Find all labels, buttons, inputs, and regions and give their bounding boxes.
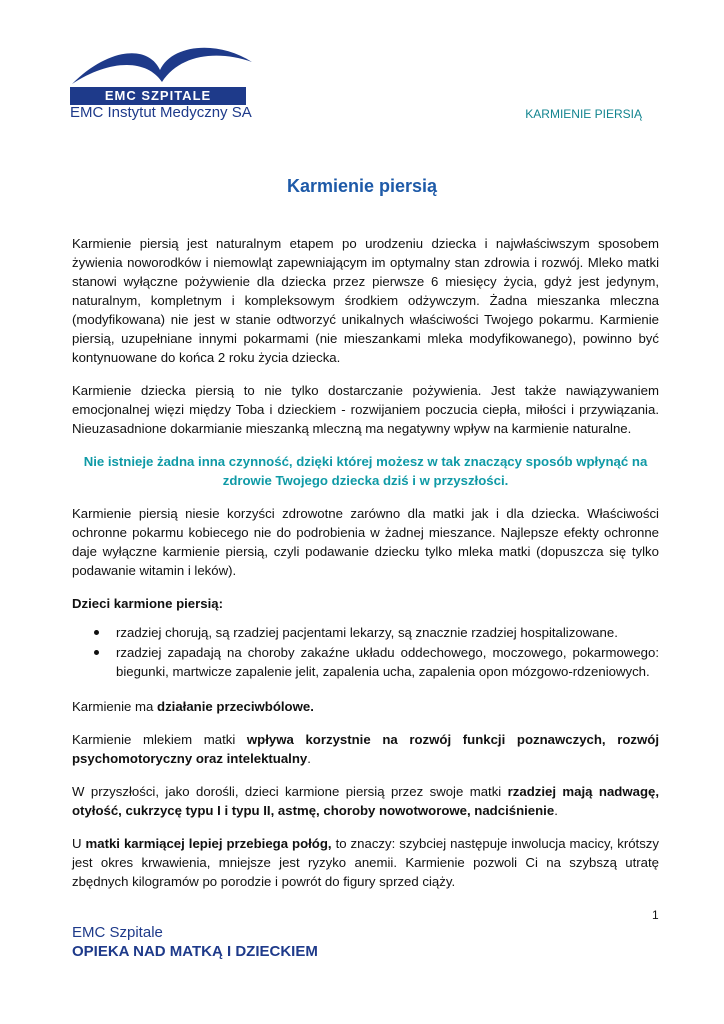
- list-item: rzadziej chorują, są rzadziej pacjentami lekarzy, są znacznie rzadziej hospitalizowane.: [72, 623, 659, 642]
- document-body: [72, 234, 659, 905]
- footer: [72, 924, 318, 960]
- bullet-icon: [94, 630, 99, 635]
- list-item: rzadziej zapadają na choroby zakaźne układu oddechowego, moczowego, pokarmowego: biegunki, martwicze zapalenie jelit, zapalenia ucha, zapalenia opon mózgowo-rdzeniowych.: [72, 643, 659, 681]
- bullet-icon: [94, 650, 99, 655]
- list-heading: Dzieci karmione piersią:: [72, 596, 223, 611]
- benefits-list: [72, 623, 659, 681]
- company-logo: [68, 40, 258, 122]
- paragraph-postpartum: U matki karmiącej lepiej przebiega połóg, to znaczy: szybciej następuje inwolucja macicy, krótszy jest okres krwawienia, mniejsze jest ryzyko anemii. Karmienie pozwoli Ci na szybszą utratę zbędnych kilogramów po porodzie i powrót do figury sprzed ciąży.: [72, 836, 659, 889]
- page-title: Karmienie piersią: [286, 176, 438, 196]
- paragraph-adulthood: W przyszłości, jako dorośli, dzieci karmione piersią przez swoje matki rzadziej mają nadwagę, otyłość, cukrzycę typu I i typu II, astmę, choroby nowotworowe, nadciśnienie.: [72, 784, 659, 818]
- page-number: 1: [652, 908, 659, 922]
- footer-tagline: OPIEKA NAD MATKĄ I DZIECKIEM: [72, 943, 318, 960]
- paragraph-cognitive: Karmienie mlekiem matki wpływa korzystnie na rozwój funkcji poznawczych, rozwój psychomotoryczny oraz intelektualny.: [72, 732, 659, 766]
- highlight-quote: Nie istnieje żadna inna czynność, dzięki której możesz w tak znaczący sposób wpłynąć na zdrowie Twojego dziecka dziś i w przyszłości.: [83, 454, 648, 488]
- footer-brand: EMC Szpitale: [72, 924, 163, 941]
- paragraph-intro: Karmienie piersią jest naturalnym etapem po urodzeniu dziecka i najwłaściwszym sposobem żywienia noworodków i niemowląt zapewniającym im optymalny stan zdrowia i rozwój. Mleko matki stanowi wyłączne pożywienie dla dziecka przez pierwsze 6 miesięcy życia, gdyż jest jedynym, naturalnym, kompletnym i kompleksowym środkiem odżywczym. Żadna mieszanka mleczna (modyfikowana) nie jest w stanie odtworzyć unikalnych właściwości Twojego pokarmu. Karmienie piersią, uzupełniane innymi pokarmami (nie mieszankami mleka modyfikowanego), powinno być kontynuowane do końca 2 roku życia dziecka.: [72, 236, 659, 365]
- paragraph-benefits: Karmienie piersią niesie korzyści zdrowotne zarówno dla matki jak i dla dziecka. Właściwości ochronne pokarmu kobiecego nie do podrobienia w żadnej mieszance. Najlepsze efekty ochronne daje wyłączne karmienie piersią, czyli podawanie dziecku tylko mleka matki (dopuszcza się tylko podawanie witamin i leków).: [72, 506, 659, 578]
- logo-brand: EMC SZPITALE: [70, 87, 246, 105]
- paragraph-analgesic: Karmienie ma działanie przeciwbólowe.: [72, 699, 314, 714]
- bird-wings-icon: [68, 40, 258, 90]
- header-section-label: KARMIENIE PIERSIĄ: [525, 107, 642, 121]
- logo-subtitle: EMC Instytut Medyczny SA: [70, 104, 252, 121]
- paragraph-bond: Karmienie dziecka piersią to nie tylko dostarczanie pożywienia. Jest także nawiązywaniem emocjonalnej więzi między Toba i dzieckiem - rozwijaniem poczucia ciepła, miłości i przywiązania. Nieuzasadnione dokarmianie mieszanką mleczną ma negatywny wpływ na karmienie naturalne.: [72, 383, 659, 436]
